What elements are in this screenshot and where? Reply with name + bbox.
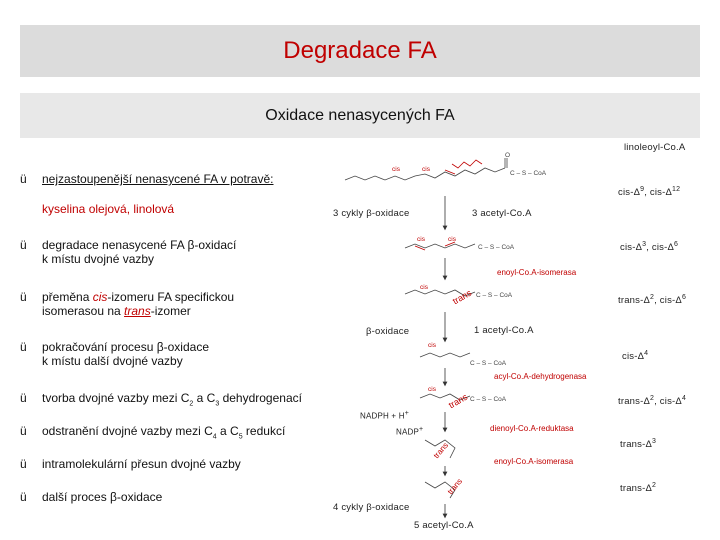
label-1-acetyl: 1 acetyl-Co.A	[474, 325, 534, 336]
coa-tag-5: C – S – CoA	[470, 396, 507, 403]
trans-tag-1: trans	[450, 287, 474, 307]
check-icon: ü	[20, 172, 27, 186]
label-3-cycles: 3 cykly β-oxidace	[333, 208, 410, 219]
label-bonds-1: cis-$\Delta^9$, cis-$\Delta^{12}$	[618, 186, 681, 199]
label-beta-oxidation: β-oxidace	[366, 326, 410, 337]
trans-tag-4: trans	[445, 476, 465, 497]
coa-tag-4: C – S – CoA	[470, 360, 507, 367]
check-icon: ü	[20, 290, 27, 304]
enzyme-isomerase-2: enoyl-Co.A-isomerasa	[494, 457, 574, 466]
bullet-2-line-1: degradace nenasycené FA β-oxidací	[42, 238, 237, 252]
label-bonds-7: trans-$\Delta^2$	[620, 482, 657, 495]
bullet-2-line-2: k místu dvojné vazby	[42, 252, 155, 266]
page-title: Degradace FA	[283, 37, 437, 64]
bullet-3-line-2: isomerasou na trans-izomer	[42, 304, 191, 318]
bullet-4-line-1: pokračování procesu β-oxidace	[42, 340, 209, 354]
bullet-7-text: intramolekulární přesun dvojné vazby	[42, 457, 241, 471]
label-bonds-5: trans-$\Delta^2$, cis-$\Delta^4$	[618, 395, 687, 408]
cis-tag-6: cis	[428, 342, 436, 349]
label-bonds-2: cis-$\Delta^3$, cis-$\Delta^6$	[620, 241, 679, 254]
example-text: kyselina olejová, linolová	[42, 202, 175, 216]
check-icon: ü	[20, 238, 27, 252]
check-icon: ü	[20, 457, 27, 471]
trans-tag-3: trans	[431, 440, 451, 461]
label-4-cycles: 4 cykly β-oxidace	[333, 502, 410, 513]
check-icon: ü	[20, 424, 27, 438]
label-5-acetyl: 5 acetyl-Co.A	[414, 520, 474, 531]
cis-word: cis	[92, 290, 108, 304]
check-icon: ü	[20, 391, 27, 405]
bullet-6-text: odstranění dvojné vazby mezi $C_4$ a $C_5$ redukcí	[42, 424, 286, 441]
label-3-acetyl: 3 acetyl-Co.A	[472, 208, 532, 219]
label-bonds-4: cis-$\Delta^4$	[622, 350, 649, 363]
coa-tag-2: C – S – CoA	[478, 244, 515, 251]
coa-tag-1: C – S – CoA	[510, 170, 547, 177]
bullet-1-text: nejzastoupenější nenasycené FA v potravě:	[42, 172, 274, 186]
page-subtitle: Oxidace nenasycených FA	[265, 107, 455, 124]
cis-tag-2: cis	[422, 166, 430, 173]
label-nadph: NADPH + H+	[360, 410, 409, 421]
enzyme-isomerase: enoyl-Co.A-isomerasa	[497, 268, 577, 277]
label-bonds-6: trans-$\Delta^3$	[620, 438, 657, 451]
enzyme-reductase: dienoyl-Co.A-reduktasa	[490, 424, 574, 433]
label-linoleoyl: linoleoyl-Co.A	[624, 142, 686, 153]
coa-tag-3: C – S – CoA	[476, 292, 513, 299]
bullet-3-line-1: přeměna cis-izomeru FA specifickou	[42, 290, 235, 304]
bullet-4-line-2: k místu další dvojné vazby	[42, 354, 183, 368]
carbonyl-o-1: O	[505, 152, 511, 159]
label-bonds-3: trans-$\Delta^2$, cis-$\Delta^6$	[618, 294, 687, 307]
trans-word: trans	[124, 304, 151, 318]
bullet-5-text: tvorba dvojné vazby mezi $C_2$ a $C_3$ dehydrogenací	[42, 391, 302, 408]
cis-tag-1: cis	[392, 166, 400, 173]
check-icon: ü	[20, 490, 27, 504]
enzyme-dehydrogenase: acyl-Co.A-dehydrogenasa	[494, 372, 587, 381]
bullet-8-text: další proces β-oxidace	[42, 490, 163, 504]
cis-tag-3: cis	[417, 236, 425, 243]
check-icon: ü	[20, 340, 27, 354]
label-nadp: NADP+	[396, 426, 424, 437]
cis-tag-7: cis	[428, 386, 436, 393]
cis-tag-4: cis	[448, 236, 456, 243]
cis-tag-5: cis	[420, 284, 428, 291]
trans-tag-2: trans	[446, 391, 470, 411]
